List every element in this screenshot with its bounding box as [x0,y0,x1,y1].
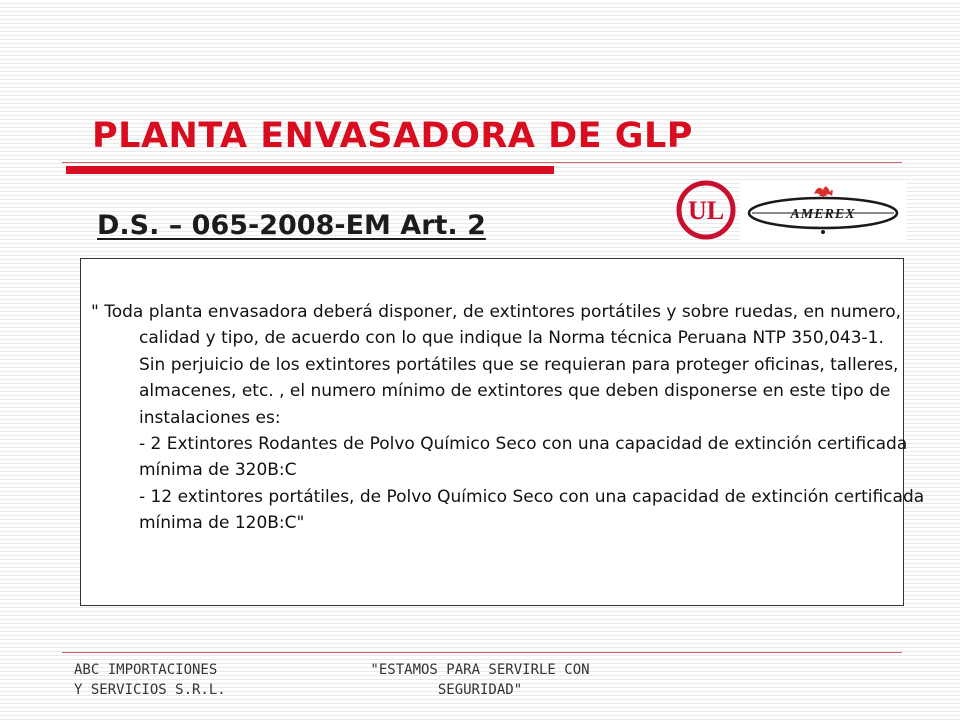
title-divider-line [62,162,902,163]
footer-company [74,660,294,700]
footer-divider-line [62,652,902,653]
decree-subtitle: D.S. – 065-2008-EM Art. 2 [97,210,486,241]
regulation-quote-box [80,258,925,606]
regulation-quote-text [91,299,945,537]
ul-logo-icon [676,178,736,242]
quote-line: " Toda planta envasadora deberá disponer, de extintores portátiles y sobre ruedas, en numero, calidad y tipo, de acuerdo con lo que indique la Norma técnica Peruana NTP 350,043-1. [91,302,902,349]
amerex-logo-text: AMEREX [790,207,856,222]
quote-line: - 12 extintores portátiles, de Polvo Químico Seco con una capacidad de extinción certificada mínima de 120B:C" [139,486,925,534]
footer-slogan [330,660,630,700]
amerex-logo-icon [740,180,906,240]
quote-line: - 2 Extintores Rodantes de Polvo Químico Seco con una capacidad de extinción certificada mínima de 320B:C [139,434,908,481]
footer-slogan-line1: "ESTAMOS PARA SERVIRLE CON [370,662,590,678]
footer-slogan-line2: SEGURIDAD" [437,682,523,698]
title-accent-bar [66,166,554,174]
ul-logo-text: UL [687,196,725,225]
footer-company-line2: Y SERVICIOS S.R.L. [74,682,226,698]
slide-title: PLANTA ENVASADORA DE GLP [92,116,693,156]
quote-line: Sin perjuicio de los extintores portátiles que se requieran para proteger oficinas, talleres, almacenes, etc. , el numero mínimo de extintores que deben disponerse en este tipo de instalaciones es: [139,354,899,428]
footer-company-line1: ABC IMPORTACIONES [74,662,218,678]
